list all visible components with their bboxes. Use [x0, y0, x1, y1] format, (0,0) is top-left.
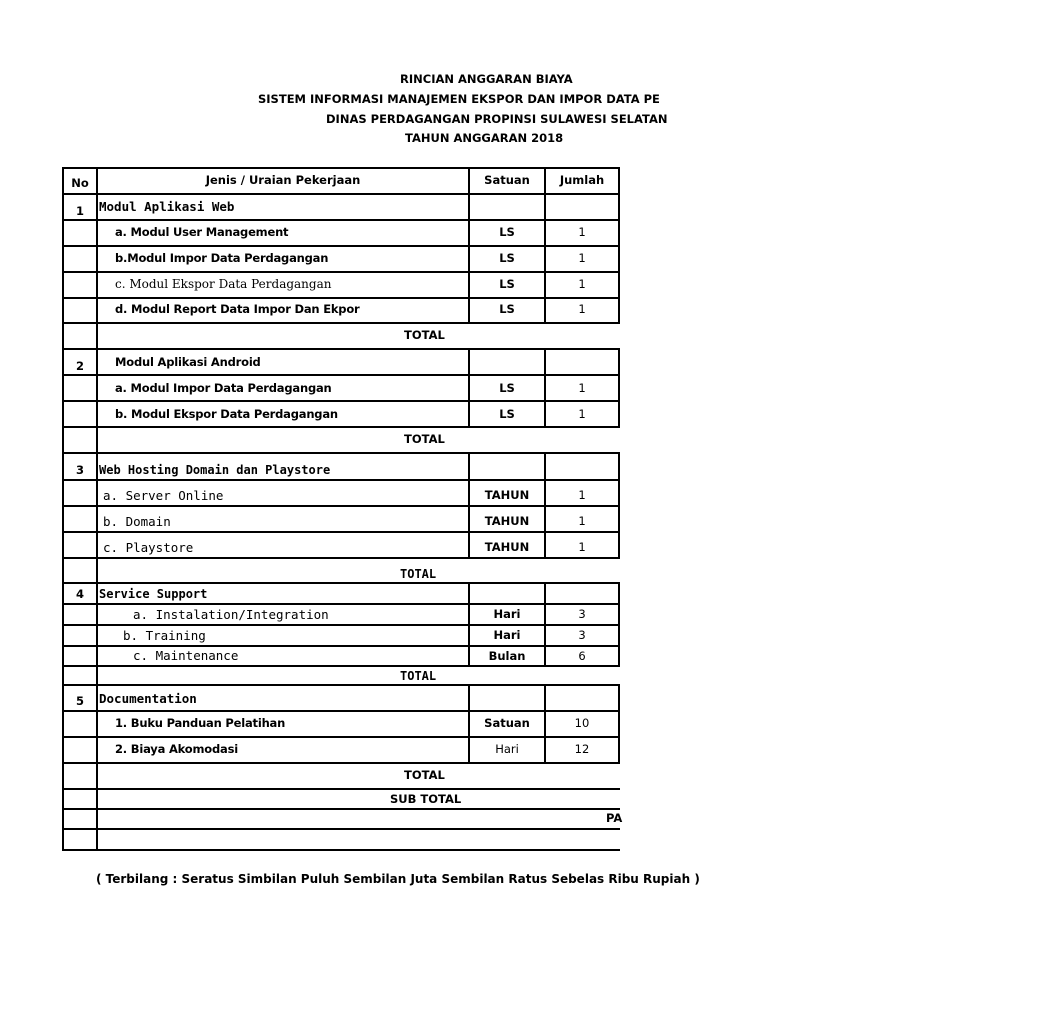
- item-satuan: LS: [499, 251, 515, 265]
- grid-line: [62, 710, 620, 712]
- grid-line: [62, 271, 620, 273]
- item-label: d. Modul Report Data Impor Dan Ekpor: [115, 302, 360, 316]
- col-header-satuan: Satuan: [484, 173, 530, 187]
- item-label: c. Modul Ekspor Data Perdagangan: [115, 277, 332, 291]
- item-jumlah: 3: [578, 628, 586, 642]
- doc-subtitle-agency: DINAS PERDAGANGAN PROPINSI SULAWESI SELATAN: [326, 112, 668, 126]
- item-jumlah: 6: [578, 649, 586, 663]
- item-label: a. Modul Impor Data Perdagangan: [115, 381, 332, 395]
- grid-line: [62, 665, 620, 667]
- item-label: a. Instalation/Integration: [133, 607, 329, 622]
- item-satuan: LS: [499, 302, 515, 316]
- grid-line: [62, 479, 620, 481]
- col-header-no: No: [71, 176, 89, 190]
- grid-line: [62, 219, 620, 221]
- grid-line: [62, 736, 620, 738]
- grid-line: [62, 400, 620, 402]
- grid-line: [62, 788, 620, 790]
- item-satuan: LS: [499, 277, 515, 291]
- doc-title: RINCIAN ANGGARAN BIAYA: [400, 72, 573, 86]
- item-label: 1. Buku Panduan Pelatihan: [115, 716, 286, 730]
- item-jumlah: 3: [578, 607, 586, 621]
- section-total-label: TOTAL: [404, 768, 445, 782]
- grid-line: [62, 167, 620, 169]
- item-label: c. Playstore: [103, 540, 194, 555]
- section-number: 4: [76, 587, 85, 601]
- grid-line: [62, 808, 620, 810]
- grid-line: [618, 193, 620, 324]
- grid-line: [62, 645, 620, 647]
- grid-line: [62, 452, 620, 454]
- section-total-label: TOTAL: [400, 567, 437, 581]
- section-total-label: TOTAL: [404, 432, 445, 446]
- item-label: b. Training: [123, 628, 206, 643]
- item-label: 2. Biaya Akomodasi: [115, 742, 238, 756]
- item-satuan: LS: [499, 381, 515, 395]
- col-header-jenis: Jenis / Uraian Pekerjaan: [205, 173, 361, 187]
- item-jumlah: 1: [578, 251, 586, 265]
- terbilang-text: ( Terbilang : Seratus Simbilan Puluh Sembilan Juta Sembilan Ratus Sebelas Ribu Rupiah ): [96, 872, 700, 886]
- grid-line: [62, 348, 620, 350]
- item-label: a. Server Online: [103, 488, 224, 503]
- item-satuan: LS: [499, 225, 515, 239]
- grid-line: [62, 322, 620, 324]
- grid-line: [62, 624, 620, 626]
- grid-line: [96, 167, 98, 851]
- section-title: Service Support: [99, 587, 208, 601]
- item-label: a. Modul User Management: [115, 225, 289, 239]
- item-jumlah: 1: [578, 488, 586, 502]
- item-jumlah: 1: [578, 225, 586, 239]
- item-jumlah: 12: [574, 742, 590, 756]
- item-jumlah: 1: [578, 540, 586, 554]
- item-label: b. Modul Ekspor Data Perdagangan: [115, 407, 338, 421]
- section-total-label: TOTAL: [404, 328, 445, 342]
- subtotal-label: SUB TOTAL: [390, 792, 462, 806]
- item-satuan: Hari: [495, 742, 519, 756]
- item-label: b.Modul Impor Data Perdagangan: [115, 251, 329, 265]
- doc-subtitle-system: SISTEM INFORMASI MANAJEMEN EKSPOR DAN IMPOR DATA PE: [258, 92, 660, 106]
- grid-line: [62, 245, 620, 247]
- grid-line: [618, 684, 620, 764]
- section-number: 2: [76, 359, 85, 373]
- grid-line: [62, 762, 620, 764]
- grid-line: [62, 603, 620, 605]
- section-title: Modul Aplikasi Android: [115, 355, 261, 369]
- grid-line: [62, 849, 620, 851]
- item-satuan: TAHUN: [484, 514, 530, 528]
- truncated-label: PA: [606, 811, 623, 825]
- item-satuan: Hari: [493, 628, 521, 642]
- grid-line: [62, 505, 620, 507]
- section-title: Documentation: [99, 691, 197, 706]
- grid-line: [62, 297, 620, 299]
- section-title: Web Hosting Domain dan Playstore: [99, 463, 331, 477]
- section-number: 5: [76, 694, 85, 708]
- item-satuan: Bulan: [488, 649, 526, 663]
- item-jumlah: 1: [578, 407, 586, 421]
- grid-line: [618, 452, 620, 559]
- grid-line: [62, 828, 620, 830]
- section-number: 1: [76, 204, 85, 218]
- item-jumlah: 10: [574, 716, 590, 730]
- grid-line: [62, 684, 620, 686]
- grid-line: [618, 582, 620, 667]
- grid-line: [618, 167, 620, 195]
- grid-line: [62, 374, 620, 376]
- item-jumlah: 1: [578, 514, 586, 528]
- item-satuan: TAHUN: [484, 540, 530, 554]
- item-jumlah: 1: [578, 302, 586, 316]
- grid-line: [62, 426, 620, 428]
- item-satuan: Satuan: [484, 716, 530, 730]
- grid-line: [62, 531, 620, 533]
- doc-subtitle-year: TAHUN ANGGARAN 2018: [405, 131, 564, 145]
- section-number: 3: [76, 463, 85, 477]
- grid-line: [62, 193, 620, 195]
- grid-line: [62, 167, 64, 851]
- item-label: c. Maintenance: [133, 648, 239, 663]
- item-jumlah: 1: [578, 277, 586, 291]
- section-total-label: TOTAL: [400, 669, 437, 683]
- item-label: b. Domain: [103, 514, 171, 529]
- section-title: Modul Aplikasi Web: [99, 199, 235, 214]
- item-satuan: LS: [499, 407, 515, 421]
- grid-line: [618, 348, 620, 428]
- item-satuan: Hari: [493, 607, 521, 621]
- col-header-jumlah: Jumlah: [559, 173, 605, 187]
- grid-line: [62, 582, 620, 584]
- grid-line: [62, 557, 620, 559]
- item-satuan: TAHUN: [484, 488, 530, 502]
- item-jumlah: 1: [578, 381, 586, 395]
